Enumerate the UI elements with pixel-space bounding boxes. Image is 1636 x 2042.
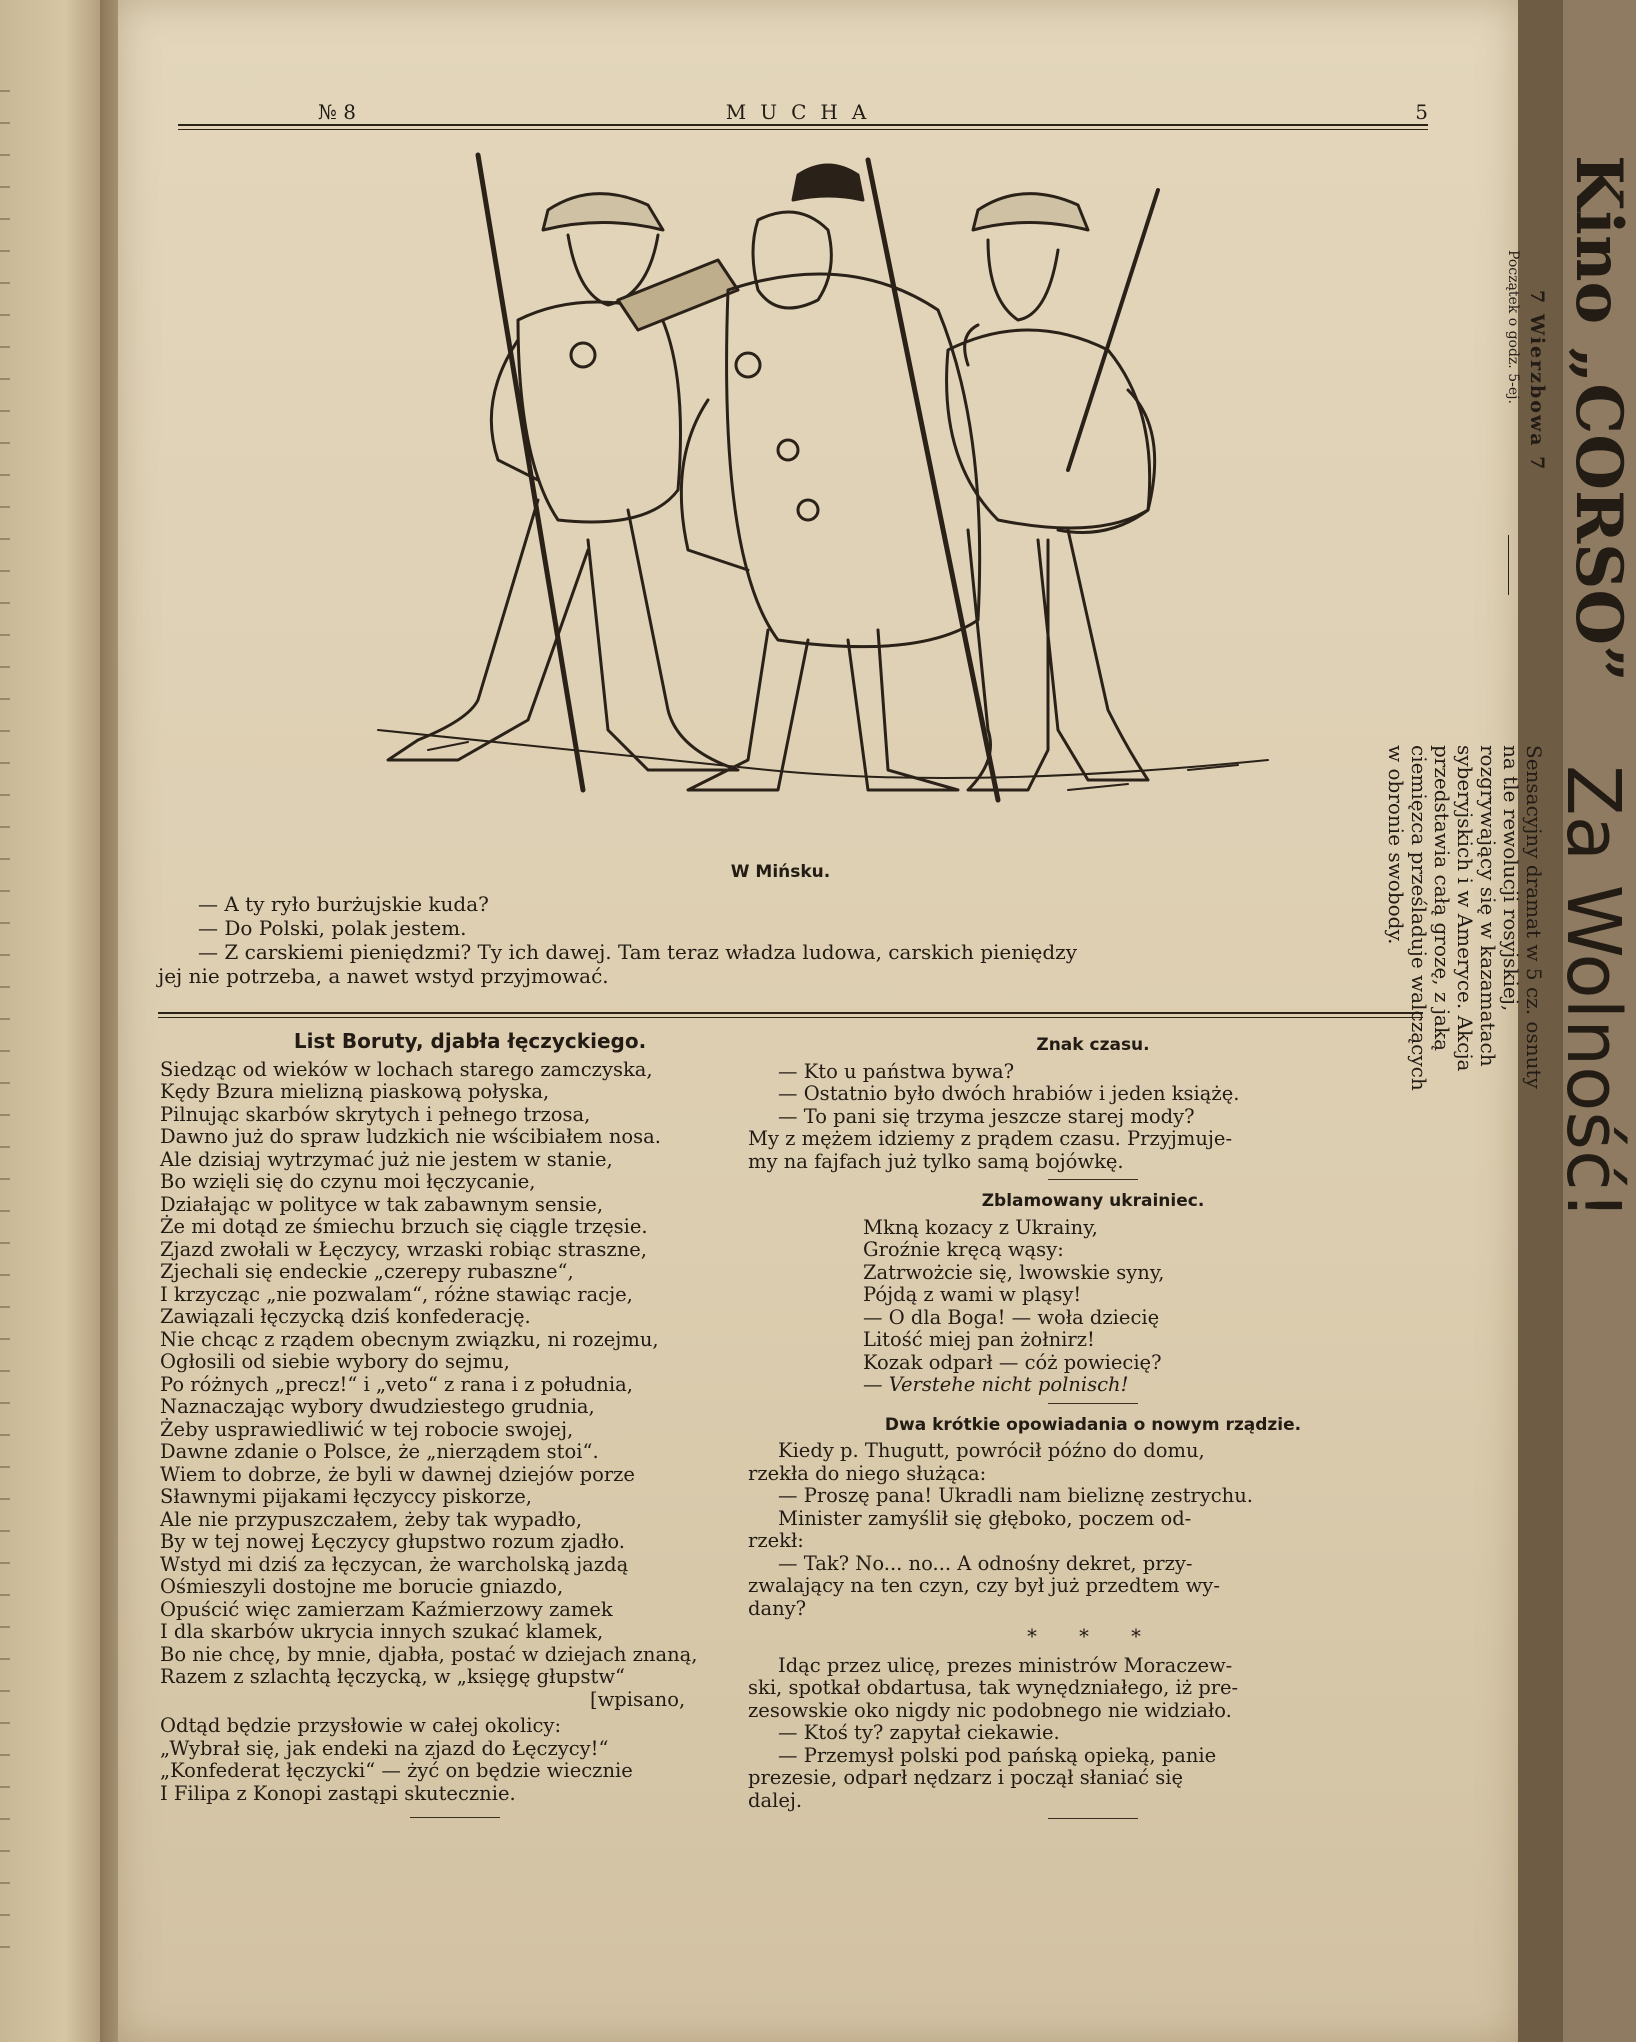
poem-line: Opuścić więc zamierzam Kaźmierzowy zamek: [160, 1597, 613, 1621]
poem-line: Żeby usprawiedliwić w tej robocie swojej,: [160, 1417, 574, 1441]
poem-line: Po różnych „precz!“ i „veto“ z rana i z południa,: [160, 1372, 633, 1396]
poem-continuation: [wpisano,: [590, 1687, 686, 1711]
text-line: — Proszę pana! Ukradli nam bieliznę zestrychu.: [778, 1484, 1253, 1507]
text-line: — Ktoś ty? zapytał ciekawie.: [778, 1721, 1060, 1744]
text-line: — Tak? No... no... A odnośny dekret, przy-: [778, 1551, 1193, 1575]
text-line: my na fajfach już tylko samą bojówkę.: [748, 1149, 1124, 1173]
poem-line: Bo nie chcę, by mnie, djabła, postać w dziejach znaną,: [160, 1642, 698, 1666]
znak-czasu-title: Znak czasu.: [1036, 1035, 1150, 1055]
divider: [1048, 1179, 1138, 1180]
poem-line: Wiem to dobrze, że byli w dawnej dziejów porze: [160, 1462, 635, 1486]
poem-title: List Boruty, djabła łęczyckiego.: [293, 1029, 647, 1053]
poem-line: Groźnie kręcą wąsy:: [863, 1238, 1064, 1261]
poem-line: Nie chcąc z rządem obecnym związku, ni rozejmu,: [160, 1327, 659, 1351]
film-description: Sensacyjny dramat w 5 cz. osnuty na tle rewolucji rosyjskiej, rozgrywający się w kazamatach syberyjskich i w Ameryce. Akcja przedstawia całą grozę, z jaką ciemięzca prześladuje walczących w obronie swobody.: [1384, 745, 1546, 1091]
poem-line: Mkną kozacy z Ukrainy,: [863, 1215, 1098, 1239]
divider: [1048, 1403, 1138, 1404]
text-line: — To pani się trzyma jeszcze starej mody?: [778, 1104, 1195, 1128]
film-title: Za Wolność!: [1550, 765, 1636, 1221]
poem-line: Dawne zdanie o Polsce, że „nierządem stoi“.: [160, 1440, 599, 1463]
cinema-address: 7 Wierzbowa 7: [1526, 290, 1548, 472]
poem-line: Ośmieszyli dostojne me borucie gniazdo,: [160, 1575, 564, 1598]
issue-number: № 8: [318, 100, 357, 124]
end-rule: [1048, 1818, 1138, 1819]
poem-line: Dawno już do spraw ludzkich nie wścibiałem nosa.: [160, 1125, 661, 1148]
page-header: [178, 100, 1428, 124]
end-rule: [410, 1817, 500, 1818]
text-line: zwalający na ten czyn, czy był już przedtem wy-: [748, 1574, 1220, 1597]
text-line: Kiedy p. Thugutt, powrócił późno do domu,: [778, 1439, 1205, 1462]
left-column: [160, 1030, 780, 1824]
text-line: Minister zamyślił się głęboko, poczem od-: [778, 1506, 1192, 1530]
text-line: My z mężem idziemy z prądem czasu. Przyjmuje-: [748, 1127, 1233, 1150]
poem-line: Siedząc od wieków w lochach starego zamczyska,: [160, 1057, 653, 1081]
dialogue-line-1: — A ty ryło burżujskie kuda?: [198, 892, 489, 916]
header-rule: [178, 124, 1428, 130]
advertisement-rotated: [1384, 145, 1636, 1905]
poem-line: Że mi dotąd ze śmiechu brzuch się ciągle trzęsie.: [160, 1215, 648, 1238]
dialogue-line-4: jej nie potrzeba, a nawet wstyd przyjmować.: [158, 964, 609, 988]
poem-line: Zjazd zwołali w Łęczycy, wrzaski robiąc straszne,: [160, 1237, 647, 1261]
poem-line: Pilnując skarbów skrytych i pełnego trzosa,: [160, 1102, 591, 1126]
poem-line: I krzycząc „nie pozwalam“, różne stawiąc racje,: [160, 1282, 633, 1306]
poem-line: Ale nie przypuszczałem, żeby tak wypadło,: [160, 1507, 583, 1531]
star-separator: * * *: [1027, 1625, 1159, 1648]
poem-line: Działając w polityce w tak zabawnym sensie,: [160, 1192, 604, 1216]
text-line: ski, spotkał obdartusa, tak wynędzniałego, iż pre-: [748, 1676, 1239, 1699]
poem-line: Sławnymi pijakami łęczyccy piskorze,: [160, 1485, 533, 1508]
poem-line: I dla skarbów ukrycia innych szukać klamek,: [160, 1620, 604, 1643]
poem-line: Ogłosili od siebie wybory do sejmu,: [160, 1350, 510, 1373]
poem-line: I Filipa z Konopi zastąpi skutecznie.: [160, 1781, 516, 1805]
poem-line: By w tej nowej Łęczycy głupstwo rozum zjadło.: [160, 1530, 626, 1553]
poem-line: — Verstehe nicht polnisch!: [863, 1373, 1129, 1396]
poem-line: Kędy Bzura mielizną piaskową połyska,: [160, 1080, 550, 1103]
text-line: — Przemysł polski pod pańską opieką, panie: [778, 1743, 1217, 1767]
text-line: rzekła do niego służąca:: [748, 1461, 987, 1485]
cinema-advertisement: [1384, 145, 1636, 1905]
ukrainiec-title: Zblamowany ukrainiec.: [981, 1191, 1205, 1211]
show-time: Początek o godz. 5-ej.: [1505, 250, 1521, 404]
text-line: dalej.: [748, 1788, 803, 1812]
poem-line: Zjechali się endeckie „czerepy rubaszne“,: [160, 1260, 574, 1283]
ad-divider: [1508, 535, 1509, 595]
text-line: prezesie, odparł nędzarz i począł słaniać się: [748, 1766, 1184, 1789]
poem-line: „Wybrał się, jak endeki na zjazd do Łęczycy!“: [160, 1736, 609, 1760]
dialogue-line-2: — Do Polski, polak jestem.: [198, 916, 467, 940]
cartoon-caption-title: W Mińsku.: [730, 862, 831, 882]
poem-line: Zatrwożcie się, lwowskie syny,: [863, 1260, 1165, 1284]
poem-line: Kozak odparł — cóż powiecię?: [863, 1350, 1162, 1374]
poem-line: — O dla Boga! — woła dziecię: [863, 1305, 1160, 1329]
dialogue-line-3: — Z carskiemi pieniędzmi? Ty ich dawej. Tam teraz władza ludowa, carskich pieniędzy: [198, 940, 1077, 964]
text-line: rzekł:: [748, 1529, 804, 1552]
text-line: — Ostatnio było dwóch hrabiów i jeden książę.: [778, 1082, 1240, 1105]
cartoon-illustration-icon: [368, 150, 1418, 850]
text-line: — Kto u państwa bywa?: [778, 1059, 1015, 1083]
poem-line: Naznaczając wybory dwudziestego grudnia,: [160, 1395, 595, 1418]
poem-line: Razem z szlachtą łęczycką, w „księgę głupstw“: [160, 1665, 626, 1688]
opowiadania-title: Dwa krótkie opowiadania o nowym rządzie.: [884, 1414, 1302, 1435]
poem-line: Pójdą z wami w pląsy!: [863, 1283, 1082, 1306]
text-line: Idąc przez ulicę, prezes ministrów Moraczew-: [778, 1653, 1233, 1677]
text-line: zesowskie oko nigdy nic podobnego nie widziało.: [748, 1698, 1232, 1722]
cinema-name: Kino „CORSO”: [1561, 155, 1636, 682]
section-rule: [158, 1012, 1423, 1018]
right-column: [748, 1034, 1438, 1825]
poem-line: Odtąd będzie przysłowie w całej okolicy:: [160, 1714, 562, 1737]
magazine-page: [118, 0, 1636, 2042]
ukrainiec-poem: [748, 1217, 1438, 1397]
poem-line: Bo wzięli się do czynu moi łęczycanie,: [160, 1170, 536, 1193]
poem-line: Wstyd mi dziś za łęczycan, że warcholską jazdą: [160, 1552, 629, 1576]
poem-line: „Konfederat łęczycki“ — żyć on będzie wiecznie: [160, 1759, 633, 1782]
poem-line: Zawiązali łęczycką dziś konfederację.: [160, 1305, 531, 1328]
text-line: dany?: [748, 1596, 807, 1620]
poem-line: Litość miej pan żołnirz!: [863, 1328, 1095, 1351]
magazine-title: MUCHA: [725, 100, 881, 124]
page-number: 5: [1415, 100, 1428, 124]
left-page-text-fragments: [0, 60, 10, 1960]
poem-line: Ale dzisiaj wytrzymać już nie jestem w stanie,: [160, 1147, 613, 1171]
